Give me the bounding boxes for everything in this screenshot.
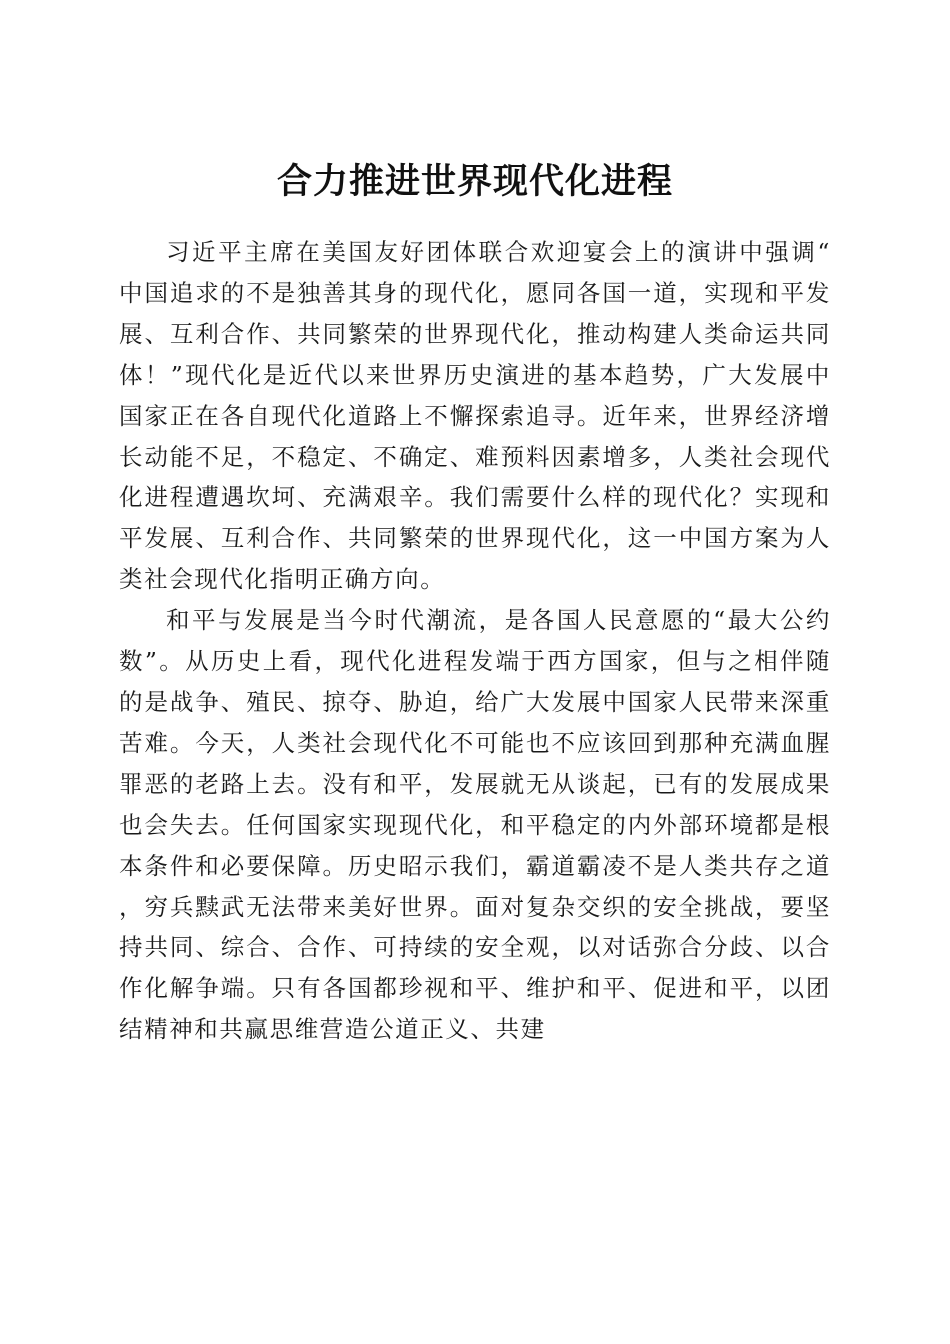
paragraph-1: 习近平主席在美国友好团体联合欢迎宴会上的演讲中强调“中国追求的不是独善其身的现代化，愿同各国一道，实现和平发展、互利合作、共同繁荣的世界现代化，推动构建人类命运共同体！”现代化是近代以来世界历史演进的基本趋势，广大发展中国家正在各自现代化道路上不懈探索追寻。近年来，世界经济增长动能不足，不稳定、不确定、难预料因素增多，人类社会现代化进程遭遇坎坷、充满艰辛。我们需要什么样的现代化？实现和平发展、互利合作、共同繁荣的世界现代化，这一中国方案为人类社会现代化指明正确方向。: [119, 238, 831, 594]
document-body: [119, 232, 831, 1050]
paragraph-2: 和平与发展是当今时代潮流，是各国人民意愿的“最大公约数”。从历史上看，现代化进程发端于西方国家，但与之相伴随的是战争、殖民、掠夺、胁迫，给广大发展中国家人民带来深重苦难。今天，人类社会现代化不可能也不应该回到那种充满血腥罪恶的老路上去。没有和平，发展就无从谈起，已有的发展成果也会失去。任何国家实现现代化，和平稳定的内外部环境都是根本条件和必要保障。历史昭示我们，霸道霸凌不是人类共存之道，穷兵黩武无法带来美好世界。面对复杂交织的安全挑战，要坚持共同、综合、合作、可持续的安全观，以对话弥合分歧、以合作化解争端。只有各国都珍视和平、维护和平、促进和平，以团结精神和共赢思维营造公道正义、共建: [119, 606, 831, 1044]
document-title: 合力推进世界现代化进程: [276, 161, 673, 203]
